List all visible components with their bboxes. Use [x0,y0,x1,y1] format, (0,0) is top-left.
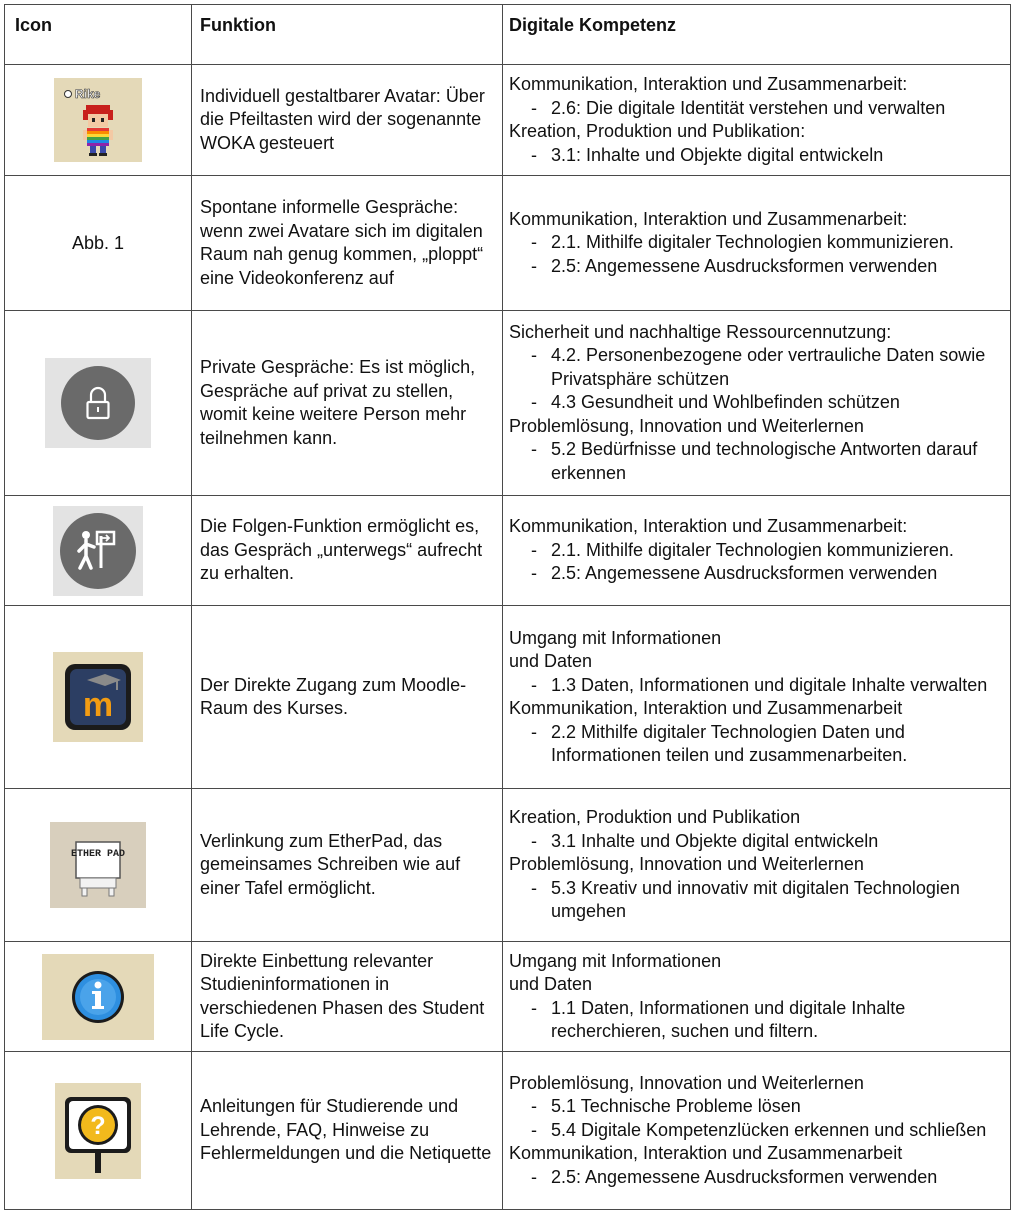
competence-item: - 1.3 Daten, Informationen und digitale Inhalte verwalten [531,674,1006,698]
function-text: Verlinkung zum EtherPad, das gemeinsames Schreiben wie auf einer Tafel ermöglicht. [192,789,503,942]
competence-cell [503,606,1011,789]
competence-item: - 2.1. Mithilfe digitaler Technologien kommunizieren. [531,231,1006,255]
competence-list [509,1095,1006,1142]
competence-item: - 3.1 Inhalte und Objekte digital entwickeln [531,830,1006,854]
header-icon: Icon [5,5,192,65]
competence-list [509,830,1006,854]
avatar-woka-icon [54,78,142,162]
icon-cell [5,496,192,606]
competence-category: Kreation, Produktion und Publikation: [509,121,806,141]
function-text: Der Direkte Zugang zum Moodle-Raum des Kurses. [192,606,503,789]
moodle-icon [53,652,143,742]
table-row [5,789,1011,942]
competence-list [509,997,1006,1044]
svg-text:m: m [82,686,114,724]
competence-category: Kommunikation, Interaktion und Zusammenarbeit: [509,208,908,229]
competence-item: - 5.4 Digitale Kompetenzlücken erkennen und schließen [531,1119,1006,1143]
competence-cell [503,942,1011,1052]
competence-list [509,539,1006,586]
competence-list [509,344,1006,415]
competence-item: - 5.2 Bedürfnisse und technologische Antworten darauf erkennen [531,438,1006,485]
competence-item: - 2.5: Angemessene Ausdrucksformen verwenden [531,1166,1006,1190]
etherpad-label: ETHER PAD [70,849,126,860]
competence-category: Kommunikation, Interaktion und Zusammenarbeit: [509,516,908,537]
competence-category: Umgang mit Informationen und Daten [509,627,722,671]
icon-cell [5,942,192,1052]
competence-item: - 2.2 Mithilfe digitaler Technologien Daten und Informationen teilen und zusammenarbeiten. [531,721,1006,768]
icon-cell [5,606,192,789]
table-row [5,65,1011,176]
competence-item: - 1.1 Daten, Informationen und digitale Inhalte recherchieren, suchen und filtern. [531,997,1006,1044]
competence-category: Kommunikation, Interaktion und Zusammenarbeit [509,698,903,718]
competence-item: - 5.1 Technische Probleme lösen [531,1095,1006,1119]
competence-item: - 2.1. Mithilfe digitaler Technologien kommunizieren. [531,539,1006,563]
competence-cell [503,789,1011,942]
competence-list [509,231,1006,278]
function-text: Die Folgen-Funktion ermöglicht es, das Gespräch „unterwegs“ aufrecht zu erhalten. [192,496,503,606]
svg-text:?: ? [90,1111,106,1140]
competence-category: Kommunikation, Interaktion und Zusammenarbeit: [509,74,908,94]
competence-category: Problemlösung, Innovation und Weiterlernen [509,415,864,436]
help-sign-icon [55,1083,141,1179]
competence-list [509,721,1006,768]
competence-item: - 2.6: Die digitale Identität verstehen und verwalten [531,97,1006,121]
competence-item: - 5.3 Kreativ und innovativ mit digitalen Technologien umgehen [531,877,1006,924]
competence-item: - 4.2. Personenbezogene oder vertrauliche Daten sowie Privatsphäre schützen [531,344,1006,391]
icon-cell [5,65,192,176]
competence-cell [503,1052,1011,1210]
icon-cell [5,789,192,942]
icon-cell [5,176,192,311]
competence-category: Sicherheit und nachhaltige Ressourcennutzung: [509,321,892,342]
competence-category: Kommunikation, Interaktion und Zusammenarbeit [509,1143,903,1164]
table-row [5,311,1011,496]
competence-list [509,1166,1006,1190]
competence-list [509,438,1006,485]
competence-cell [503,311,1011,496]
table-row [5,606,1011,789]
table-row [5,176,1011,311]
table-row [5,1052,1011,1210]
competence-item: - 2.5: Angemessene Ausdrucksformen verwenden [531,562,1006,586]
competence-table [4,4,1011,1210]
competence-category: Problemlösung, Innovation und Weiterlernen [509,1072,864,1093]
competence-cell [503,65,1011,176]
header-row [5,5,1011,65]
competence-list [509,97,1006,121]
etherpad-icon [50,822,146,908]
icon-cell [5,311,192,496]
competence-list [509,144,1006,168]
function-text: Individuell gestaltbarer Avatar: Über die Pfeiltasten wird der sogenannte WOKA gesteuert [192,65,503,176]
header-competence: Digitale Kompetenz [503,5,1011,65]
competence-category: Problemlösung, Innovation und Weiterlernen [509,854,864,875]
avatar-name-label: Rike [75,87,101,101]
competence-list [509,877,1006,924]
competence-category: Umgang mit Informationen und Daten [509,950,722,994]
info-icon [42,954,154,1040]
competence-item: - 2.5: Angemessene Ausdrucksformen verwenden [531,255,1006,279]
competence-category: Kreation, Produktion und Publikation [509,807,801,828]
function-text: Direkte Einbettung relevanter Studieninformationen in verschiedenen Phasen des Student Life Cycle. [192,942,503,1052]
icon-cell [5,1052,192,1210]
competence-cell [503,496,1011,606]
function-text: Private Gespräche: Es ist möglich, Gespräche auf privat zu stellen, womit keine weitere Person mehr teilnehmen kann. [192,311,503,496]
header-function: Funktion [192,5,503,65]
function-text: Anleitungen für Studierende und Lehrende, FAQ, Hinweise zu Fehlermeldungen und die Netiquette [192,1052,503,1210]
figure-reference: Abb. 1 [71,232,125,253]
competence-cell [503,176,1011,311]
competence-list [509,674,1006,698]
lock-icon [45,358,151,448]
function-text: Spontane informelle Gespräche: wenn zwei Avatare sich im digitalen Raum nah genug kommen, „ploppt“ eine Videokonferenz auf [192,176,503,311]
table-row [5,942,1011,1052]
competence-item: - 4.3 Gesundheit und Wohlbefinden schützen [531,391,1006,415]
competence-item: - 3.1: Inhalte und Objekte digital entwickeln [531,144,1006,168]
table-row [5,496,1011,606]
follow-icon [53,506,143,596]
